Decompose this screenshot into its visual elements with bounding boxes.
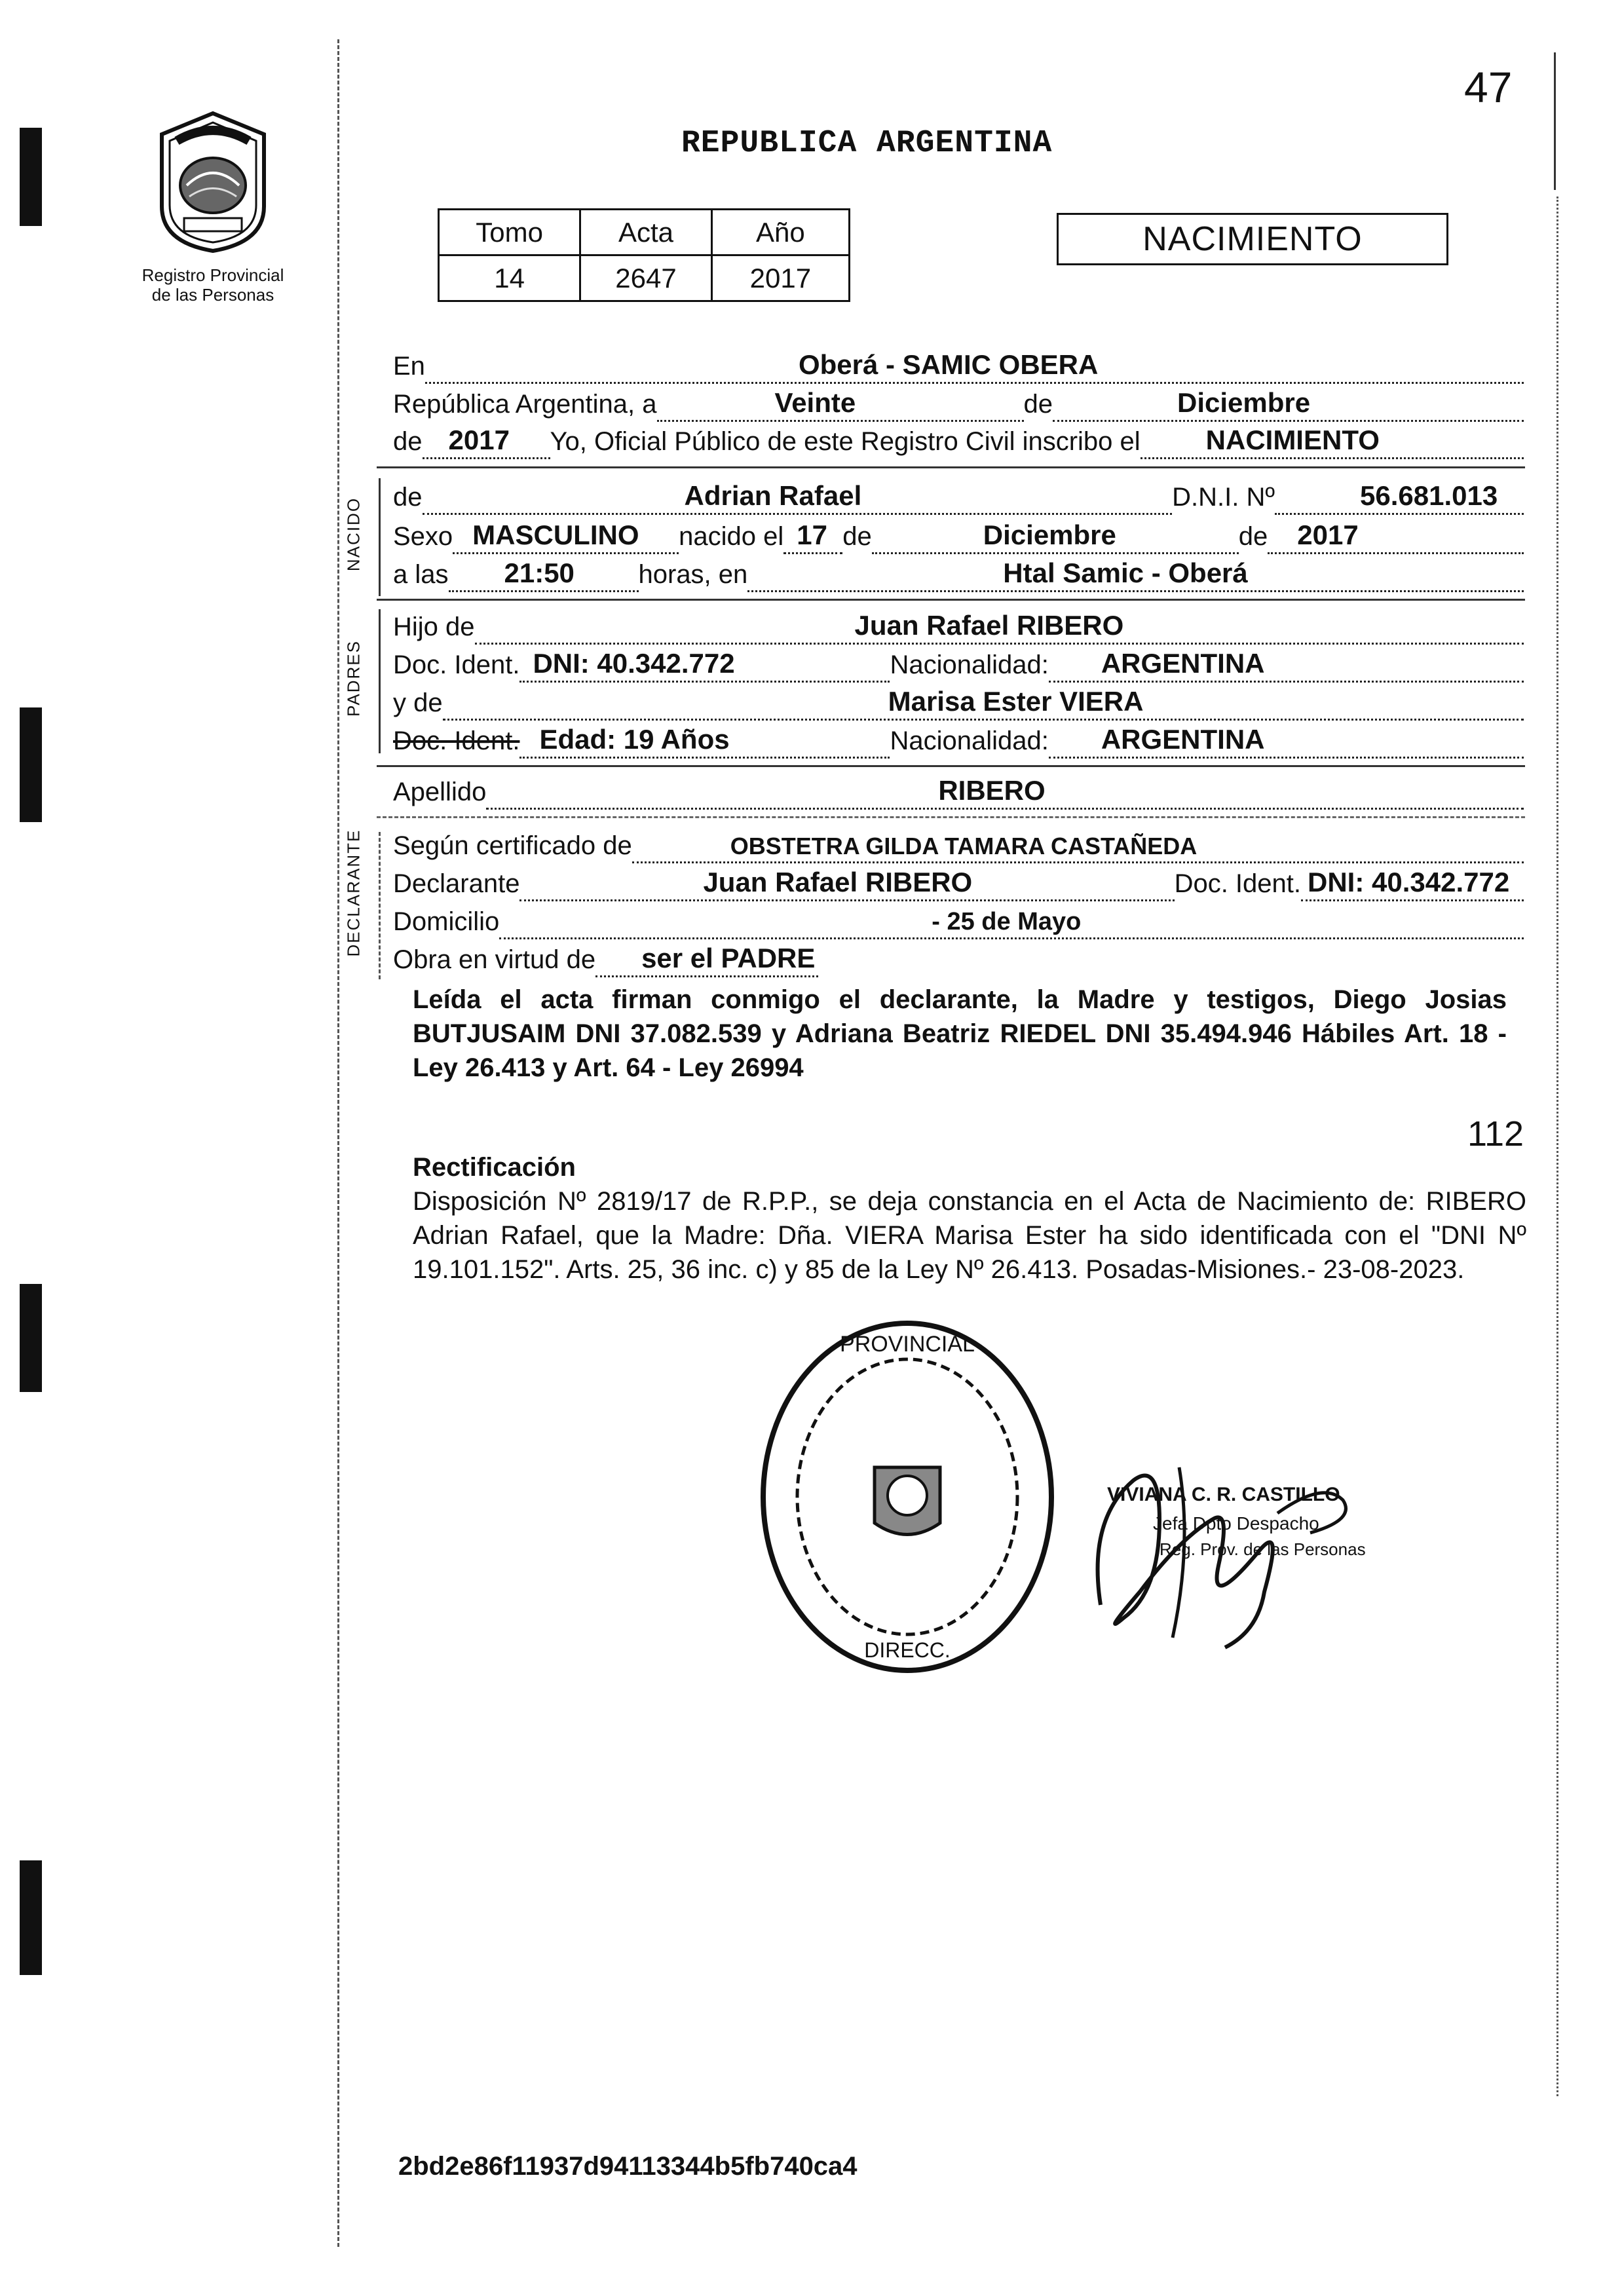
field-nac-dia-line [783, 516, 842, 554]
row-nombre [393, 478, 1524, 515]
row-virtud [393, 941, 1524, 977]
official-stamp-icon [753, 1313, 1061, 1680]
scan-mark [20, 1860, 42, 1975]
scan-mark [20, 1284, 42, 1392]
svg-text:DIRECC.: DIRECC. [864, 1638, 951, 1662]
field-virtud-line [595, 939, 818, 977]
label-obra-en-virtud: Obra en virtud de [393, 945, 596, 974]
field-madre-edad-line [519, 720, 890, 759]
section-divider [377, 599, 1525, 601]
label-nacido-el: nacido el [679, 522, 784, 551]
label-yo-oficial: Yo, Oficial Público de este Registro Civil inscribo el [550, 427, 1141, 456]
field-declarante: Juan Rafael RIBERO [703, 867, 973, 897]
signature-office: Reg. Prov. de las Personas [1160, 1539, 1366, 1559]
page-number: 47 [1464, 63, 1513, 111]
label-de-2: de [393, 427, 423, 456]
field-lugar-nac: Htal Samic - Oberá [1003, 557, 1248, 588]
province-seal-icon [147, 108, 278, 255]
field-mes: Diciembre [1177, 387, 1311, 418]
field-virtud: ser el PADRE [641, 943, 816, 973]
field-madre-nac-line [1049, 720, 1524, 759]
field-hora: 21:50 [504, 557, 575, 588]
value-anio: 2017 [711, 255, 849, 301]
field-hora-line [449, 554, 639, 592]
row-fecha [393, 385, 1524, 422]
label-en: En [393, 352, 425, 381]
field-padre-nac: ARGENTINA [1101, 648, 1265, 679]
label-segun-certificado: Según certificado de [393, 831, 632, 860]
field-tipo-line [1141, 421, 1524, 459]
field-anio: 2017 [448, 424, 510, 455]
row-padre-doc [393, 646, 1524, 683]
field-padre-doc: DNI: 40.342.772 [533, 648, 735, 679]
field-padre: Juan Rafael RIBERO [854, 610, 1124, 641]
field-domicilio-line [499, 901, 1524, 939]
scan-mark [20, 707, 42, 822]
value-acta: 2647 [580, 255, 711, 301]
field-tipo-inscripcion: NACIMIENTO [1205, 424, 1380, 455]
field-mes-line [1053, 383, 1524, 422]
row-madre-doc [393, 722, 1524, 759]
section-bar-declarante [379, 832, 381, 979]
document-hash: 2bd2e86f11937d94113344b5fb740ca4 [398, 2152, 858, 2181]
label-nacionalidad-madre: Nacionalidad: [890, 726, 1049, 755]
field-madre: Marisa Ester VIERA [888, 686, 1144, 717]
field-madre-edad: Edad: 19 Años [539, 724, 730, 755]
label-doc-ident-declarante: Doc. Ident. [1174, 869, 1301, 898]
section-label-nacido: NACIDO [343, 497, 364, 572]
scan-mark [20, 128, 42, 226]
label-declarante: Declarante [393, 869, 520, 898]
registry-label-line1: Registro Provincial [141, 265, 284, 285]
field-dni-line [1275, 476, 1524, 515]
section-bar-padres [379, 609, 381, 753]
header-acta: Acta [580, 210, 711, 255]
label-de-3: de [393, 483, 423, 512]
record-type-box: NACIMIENTO [1057, 213, 1448, 265]
field-padre-nac-line [1049, 644, 1524, 683]
header-tomo: Tomo [439, 210, 580, 255]
country-title: REPUBLICA ARGENTINA [681, 126, 1053, 161]
row-madre [393, 684, 1524, 721]
label-republica-a: República Argentina, a [393, 390, 657, 419]
label-domicilio: Domicilio [393, 907, 500, 936]
field-nombre-line [423, 476, 1173, 515]
svg-text:PROVINCIAL: PROVINCIAL [840, 1332, 975, 1357]
section-divider [377, 816, 1525, 818]
section-bar-nacido [379, 478, 381, 596]
field-nac-mes: Diciembre [983, 519, 1116, 550]
field-declarante-doc-line [1301, 863, 1524, 901]
label-a-las: a las [393, 560, 449, 589]
label-doc-ident-madre: Doc. Ident. [393, 726, 520, 755]
field-anio-line [423, 421, 550, 459]
value-tomo: 14 [439, 255, 580, 301]
row-inscripcion [393, 423, 1524, 459]
field-lugar: Oberá - SAMIC OBERA [798, 349, 1099, 380]
field-lugar-nac-line [747, 554, 1524, 592]
field-apellido: RIBERO [938, 775, 1046, 806]
section-label-declarante: DECLARANTE [343, 829, 364, 957]
row-certificado [393, 827, 1524, 863]
row-apellido [393, 773, 1524, 810]
label-hijo-de: Hijo de [393, 612, 475, 641]
field-declarante-line [519, 863, 1174, 901]
field-declarante-doc: DNI: 40.342.772 [1308, 867, 1510, 897]
right-margin-dots [1556, 197, 1558, 2096]
rectification-number: 112 [1467, 1114, 1524, 1154]
rectification-title: Rectificación [413, 1153, 576, 1182]
label-sexo: Sexo [393, 522, 453, 551]
field-sexo: MASCULINO [472, 519, 639, 550]
right-margin-line [1554, 52, 1556, 190]
label-doc-ident-padre: Doc. Ident. [393, 650, 520, 679]
field-nac-mes-line [872, 516, 1239, 554]
field-nac-anio: 2017 [1297, 519, 1359, 550]
field-certificado-line [632, 825, 1524, 863]
field-lugar-line [425, 345, 1524, 384]
label-de-1: de [1023, 390, 1053, 419]
field-sexo-line [453, 516, 679, 554]
field-dia: Veinte [774, 387, 856, 418]
row-virtud-spacer [818, 941, 1524, 977]
registry-label-line2: de las Personas [151, 285, 274, 305]
section-label-padres: PADRES [343, 640, 364, 717]
section-divider [377, 466, 1525, 468]
section-divider [377, 765, 1525, 767]
signatures-paragraph: Leída el acta firman conmigo el declarante, la Madre y testigos, Diego Josias BUTJUSAIM DNI 37.082.539 y Adriana Beatriz RIEDEL DNI 35.494.946 Hábiles Art. 18 - Ley 26.413 y Art. 64 - Ley 26994 [413, 985, 1507, 1082]
signature-role: Jefa Dpto Despacho [1153, 1513, 1319, 1534]
label-horas-en: horas, en [638, 560, 748, 589]
field-nombre: Adrian Rafael [684, 480, 862, 511]
label-nacionalidad-padre: Nacionalidad: [890, 650, 1049, 679]
field-padre-doc-line [519, 644, 890, 683]
field-nac-anio-line [1268, 516, 1524, 554]
row-hora [393, 555, 1524, 592]
label-de-5: de [1238, 522, 1268, 551]
label-y-de: y de [393, 688, 443, 717]
label-dni-no: D.N.I. Nº [1172, 483, 1275, 512]
row-padre [393, 608, 1524, 645]
field-certificado: OBSTETRA GILDA TAMARA CASTAÑEDA [730, 833, 1198, 859]
field-dni: 56.681.013 [1360, 480, 1498, 511]
field-domicilio: - 25 de Mayo [932, 908, 1082, 935]
row-en [393, 347, 1524, 384]
row-sexo [393, 518, 1524, 554]
row-declarante [393, 865, 1524, 901]
registry-label [115, 265, 311, 305]
field-madre-nac: ARGENTINA [1101, 724, 1265, 755]
row-domicilio [393, 903, 1524, 939]
field-dia-line [657, 383, 1024, 422]
field-padre-line [475, 606, 1524, 645]
field-madre-line [443, 682, 1524, 721]
field-apellido-line [486, 771, 1524, 810]
label-de-4: de [842, 522, 872, 551]
header-anio: Año [711, 210, 849, 255]
field-nac-dia: 17 [797, 519, 828, 550]
label-apellido: Apellido [393, 778, 487, 806]
record-table [438, 208, 850, 302]
rectification-text: Disposición Nº 2819/17 de R.P.P., se deja constancia en el Acta de Nacimiento de: RIBERO Adrian Rafael, que la Madre: Dña. VIERA Marisa Ester ha sido identificada con el "DNI Nº 19.101.152". Arts. 25, 36 inc. c) y 85 de la Ley Nº 26.413. Posadas-Misiones.- 23-08-2023. [413, 1187, 1526, 1284]
signature-name: VIVIANA C. R. CASTILLO [1107, 1484, 1340, 1505]
left-margin-line [337, 39, 339, 2247]
